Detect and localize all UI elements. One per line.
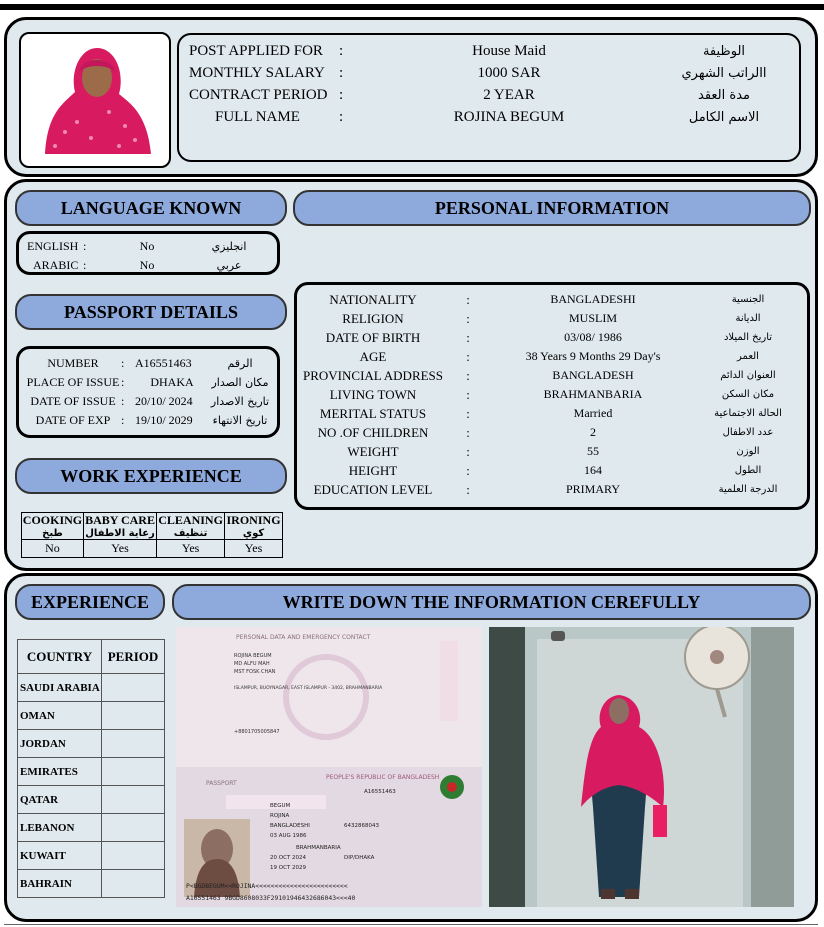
work-value: Yes [225,540,283,558]
passport-box [16,346,280,438]
passport-scan-photo [176,627,482,907]
work-header [157,513,225,540]
personal-value: BRAHMANBARIA [543,387,643,401]
header-label: POST APPLIED FOR [189,42,323,59]
passport-scan-docno: A16551463 [364,789,396,795]
work-header-en: COOKING [22,513,83,527]
experience-row [18,870,165,898]
language-label: ENGLISH [27,238,79,253]
country-cell: OMAN [18,702,102,730]
header-row [189,63,789,83]
colon: : [466,424,470,440]
experience-row [18,758,165,786]
passport-scan-birthplace: BRAHMANBARIA [296,845,341,851]
passport-label: DATE OF EXP [35,412,111,427]
header-label: FULL NAME [215,108,300,125]
country-cell: EMIRATES [18,758,102,786]
colon: : [466,367,470,383]
header-value: 2 YEAR [483,86,535,103]
personal-row [303,329,803,346]
personal-title: PERSONAL INFORMATION [293,190,811,226]
personal-label: PROVINCIAL ADDRESS [303,367,444,383]
work-header-row [22,513,283,540]
work-header-ar: تنظيف [173,528,208,539]
passport-scan-authority: DIP/DHAKA [344,855,375,861]
personal-value: 55 [587,444,599,458]
colon: : [466,329,470,345]
passport-scan-mrz2: A16551463 9BGD8608033F29101946432686043<<<40 [186,894,356,902]
personal-label: NATIONALITY [329,291,417,307]
personal-label: HEIGHT [348,462,398,478]
experience-header-row [18,640,165,674]
colon: : [339,64,344,81]
personal-arabic: الحالة الاجتماعية [714,408,782,419]
header-section [4,17,818,177]
period-cell[interactable] [102,870,165,898]
header-arabic: الاسم الكامل [688,109,760,125]
period-cell[interactable] [102,730,165,758]
personal-arabic: الوزن [736,446,760,457]
colon: : [339,42,344,59]
colon: : [83,257,87,272]
personal-label: AGE [359,348,387,364]
personal-value: PRIMARY [565,482,621,496]
personal-row [303,443,803,460]
period-cell[interactable] [102,674,165,702]
header-value: 1000 SAR [477,64,541,81]
passport-row [25,355,273,371]
colon: : [466,443,470,459]
header-row [189,85,789,105]
colon: : [121,393,125,408]
country-cell: LEBANON [18,814,102,842]
colon: : [121,374,125,389]
personal-row [303,405,803,422]
info-section [4,179,818,571]
work-title: WORK EXPERIENCE [15,458,287,494]
passport-value: 19/10/ 2029 [135,412,193,427]
experience-row [18,702,165,730]
header-row [189,107,789,127]
personal-label: NO .OF CHILDREN [317,424,429,440]
personal-arabic: العمر [737,351,759,362]
personal-arabic: الجنسية [731,294,765,305]
personal-arabic: الدرجة العلمية [718,484,778,495]
passport-arabic: مكان الصدار [211,375,269,389]
experience-row [18,730,165,758]
language-arabic: عربي [216,258,242,272]
personal-value: BANGLADESHI [550,292,636,306]
personal-arabic: العنوان الدائم [720,370,776,381]
experience-row [18,814,165,842]
passport-value: 20/10/ 2024 [135,393,193,408]
personal-value: 03/08/ 1986 [564,330,622,344]
colon: : [466,291,470,307]
passport-scan-nationality: BANGLADESHI [270,823,310,829]
experience-section [4,573,818,922]
colon: : [83,238,87,253]
experience-row [18,842,165,870]
language-value: No [139,238,155,253]
work-table [21,512,283,558]
passport-arabic: الرقم [227,356,253,370]
header-value: ROJINA BEGUM [453,108,565,125]
full-body-photo [489,627,794,907]
period-header: PERIOD [102,640,165,674]
work-header-ar: طبخ [42,528,63,539]
personal-value: MUSLIM [568,311,617,325]
passport-row [25,374,273,390]
colon: : [466,405,470,421]
passport-scan-expiry: 19 OCT 2029 [270,865,307,871]
passport-arabic: تاريخ الاصدار [210,394,270,408]
personal-arabic: الديانة [735,313,761,324]
passport-label: PLACE OF ISSUE [26,374,120,389]
personal-value: 38 Years 9 Months 29 Day's [525,349,661,363]
personal-row [303,291,803,308]
experience-row [18,786,165,814]
top-rule [0,4,824,10]
header-label: CONTRACT PERIOD [189,86,328,103]
country-cell: SAUDI ARABIA [18,674,102,702]
country-cell: JORDAN [18,730,102,758]
language-box [16,231,280,275]
personal-label: WEIGHT [347,443,399,459]
passport-arabic: تاريخ الانتهاء [212,413,268,427]
personal-row [303,462,803,479]
passport-row [25,393,273,409]
work-header-en: CLEANING [158,513,223,527]
colon: : [466,310,470,326]
work-value: Yes [157,540,225,558]
passport-title: PASSPORT DETAILS [15,294,287,330]
header-info-box [177,33,801,162]
period-cell[interactable] [102,758,165,786]
personal-label: MERITAL STATUS [319,405,427,421]
passport-scan-pid: 6432868043 [344,823,379,829]
colon: : [339,86,344,103]
personal-row [303,348,803,365]
passport-value: DHAKA [150,374,194,389]
colon: : [466,386,470,402]
passport-row [25,412,273,428]
language-value: No [139,257,155,272]
passport-label: NUMBER [47,355,99,370]
work-header-ar: رعاية الاطفال [85,528,155,539]
country-cell: KUWAIT [18,842,102,870]
personal-arabic: مكان السكن [721,389,775,400]
passport-scan-label: PASSPORT [206,780,237,787]
personal-label: RELIGION [342,310,404,326]
language-arabic: انجليزي [211,239,247,253]
work-header-ar: كوي [242,528,265,539]
header-label: MONTHLY SALARY [189,64,325,81]
personal-box [294,282,810,510]
passport-scan-dob: 03 AUG 1986 [270,833,307,839]
language-row [27,238,267,254]
passport-scan-title: PERSONAL DATA AND EMERGENCY CONTACT [236,634,371,641]
header-arabic: االراتب الشهري [681,65,767,81]
personal-row [303,424,803,441]
work-header-en: IRONING [226,513,281,527]
passport-label: DATE OF ISSUE [30,393,116,408]
personal-value: 164 [584,463,602,477]
country-cell: BAHRAIN [18,870,102,898]
personal-row [303,367,803,384]
passport-scan-father: MD ALFU MAH [234,661,270,667]
passport-value: A16551463 [135,355,192,370]
experience-table [17,639,165,898]
personal-label: DATE OF BIRTH [325,329,421,345]
header-arabic: مدة العقد [698,87,750,103]
personal-row [303,310,803,327]
language-title: LANGUAGE KNOWN [15,190,287,226]
experience-body [18,674,165,898]
portrait-frame [19,32,171,168]
work-value: No [22,540,84,558]
period-cell[interactable] [102,786,165,814]
colon: : [466,348,470,364]
instruction-banner: WRITE DOWN THE INFORMATION CEREFULLY [172,584,811,620]
passport-scan-surname: BEGUM [270,803,291,809]
experience-row [18,674,165,702]
personal-value: BANGLADESH [552,368,634,382]
personal-label: EDUCATION LEVEL [313,481,433,497]
experience-title: EXPERIENCE [15,584,165,620]
period-cell[interactable] [102,814,165,842]
work-header-en: BABY CARE [85,513,155,527]
passport-scan-mother: MST FOSK CHAN [234,669,276,675]
personal-arabic: عدد الاطفال [722,427,774,438]
colon: : [466,462,470,478]
colon: : [466,481,470,497]
passport-scan-name: ROJINA BEGUM [234,653,272,659]
header-row [189,41,789,61]
passport-scan-address: ISLAMPUR, BUOYNAGAR, EAST ISLAMPUR - 3402, BRAHMANBARIA [234,686,383,691]
personal-row [303,481,803,498]
passport-scan-mrz1: P<BGDBEGUM<<ROJINA<<<<<<<<<<<<<<<<<<<<<<<< [186,882,348,890]
passport-scan-telephone: +8801705005847 [234,729,280,735]
country-header: COUNTRY [18,640,102,674]
country-cell: QATAR [18,786,102,814]
passport-scan-issue: 20 OCT 2024 [270,855,307,861]
language-row [27,257,267,273]
personal-arabic: تاريخ الميلاد [723,332,773,343]
header-arabic: الوظيفة [702,43,746,59]
colon: : [121,412,125,427]
passport-scan-given: ROJINA [270,813,290,819]
colon: : [339,108,344,125]
period-cell[interactable] [102,842,165,870]
work-value: Yes [83,540,156,558]
passport-scan-country: PEOPLE'S REPUBLIC OF BANGLADESH [326,774,440,781]
colon: : [121,355,125,370]
work-value-row [22,540,283,558]
work-header [83,513,156,540]
work-header [225,513,283,540]
personal-value: Married [573,406,613,420]
personal-value: 2 [590,425,596,439]
period-cell[interactable] [102,702,165,730]
header-value: House Maid [472,42,546,59]
personal-arabic: الطول [734,465,762,476]
language-label: ARABIC [33,257,79,272]
personal-label: LIVING TOWN [329,386,417,402]
portrait-photo [35,42,155,154]
work-header [22,513,84,540]
personal-row [303,386,803,403]
